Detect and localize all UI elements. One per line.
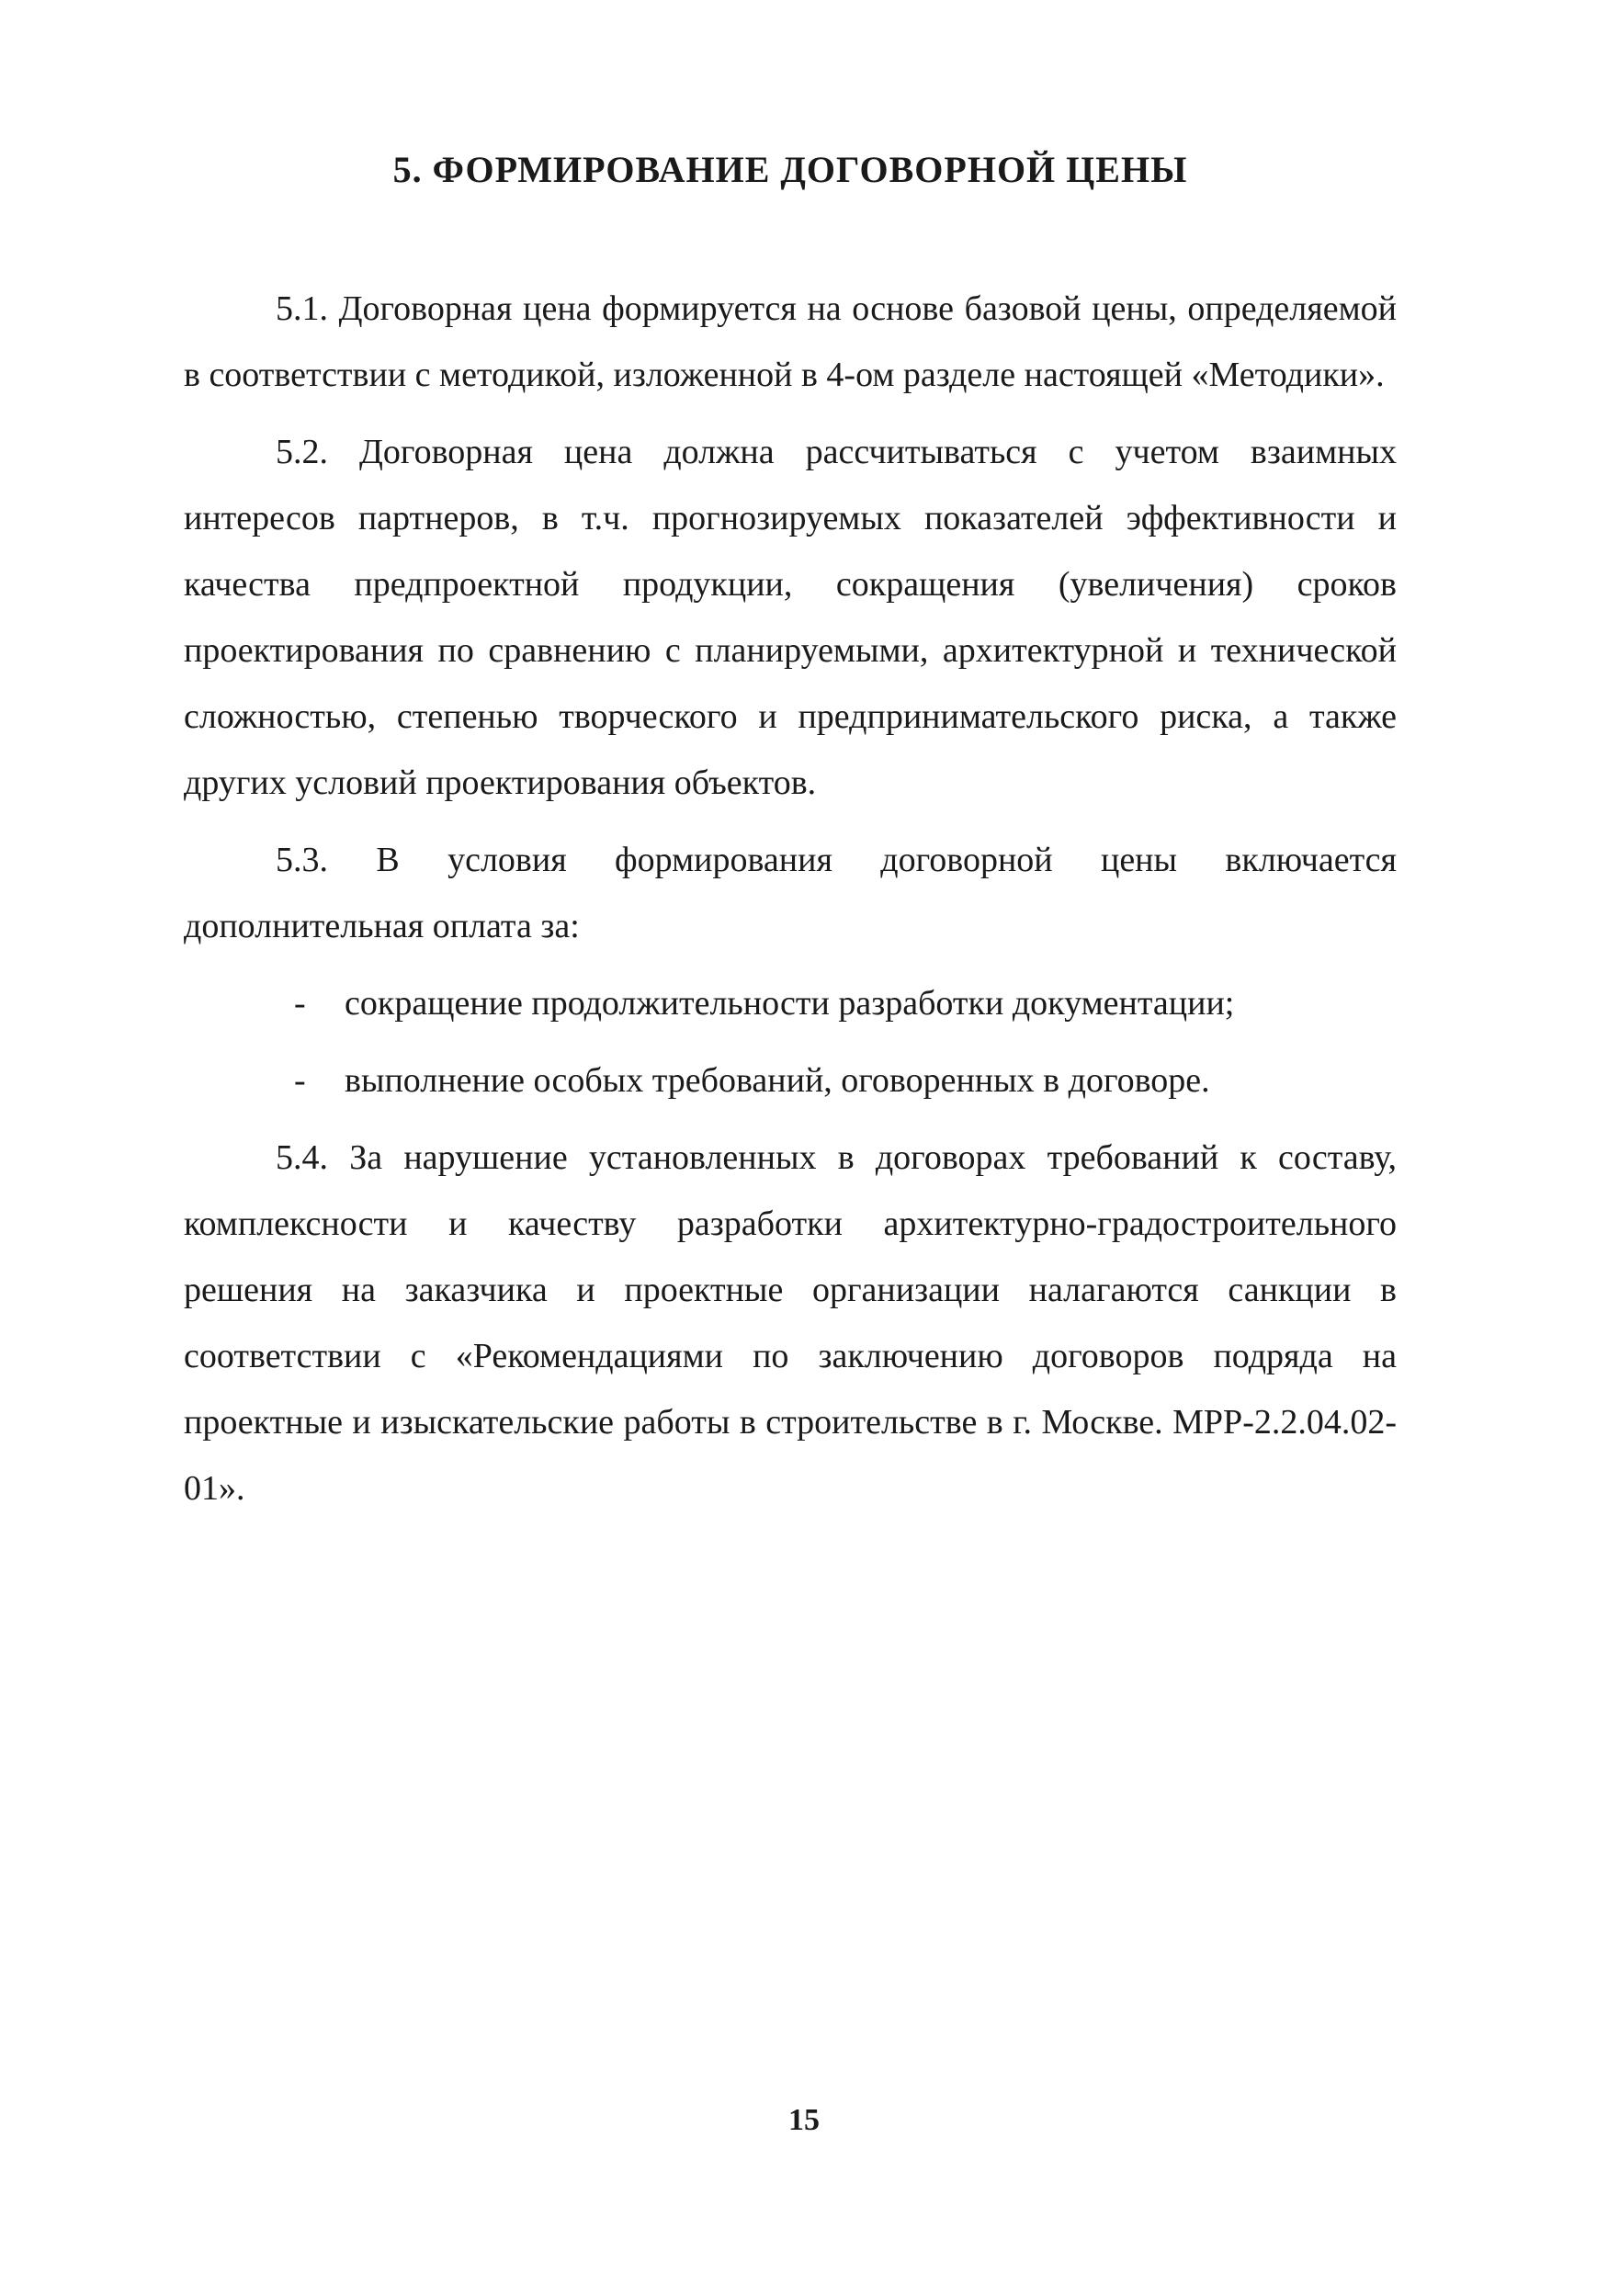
list-item [184, 1047, 1397, 1114]
paragraph-gap [184, 816, 1397, 827]
paragraph-gap [184, 959, 1397, 970]
paragraph-gap [184, 1036, 1397, 1047]
list-item [184, 970, 1397, 1036]
list-item-text: сокращение продолжительности разработки документации; [345, 984, 1235, 1023]
list-item-text: выполнение особых требований, оговоренных в договоре. [345, 1061, 1210, 1100]
section-body [184, 276, 1397, 1521]
paragraph-5-2: 5.2. Договорная цена должна рассчитываться с учетом взаимных интересов партнеров, в т.ч. прогнозируемых показателей эффективности и качества предпроектной продукции, сокращения (увеличения) сроков проектирования по сравнению с планируемыми, архитектурной и технической сложностью, степенью творческого и предпринимательского риска, а также других условий проектирования объектов. [184, 433, 1397, 802]
paragraph-gap [184, 408, 1397, 419]
paragraph-5-1: 5.1. Договорная цена формируется на основе базовой цены, определяемой в соответствии с методикой, изложенной в 4-ом разделе настоящей «Методики». [184, 289, 1397, 394]
section-heading: 5. ФОРМИРОВАНИЕ ДОГОВОРНОЙ ЦЕНЫ [392, 149, 1188, 190]
list-bullet: - [294, 1061, 306, 1100]
paragraph-5-3: 5.3. В условия формирования договорной цены включается дополнительная оплата за: [184, 841, 1397, 945]
list-bullet: - [294, 984, 306, 1023]
page-number: 15 [788, 2103, 820, 2137]
paragraph-5-4: 5.4. За нарушение установленных в договорах требований к составу, комплексности и качеству разработки архитектурно-градостроительного решения на заказчика и проектные организации налагаются санкции в соответствии с «Рекомендациями по заключению договоров подряда на проектные и изыскательские работы в строительстве в г. Москве. МРР-2.2.04.02-01». [184, 1138, 1397, 1508]
paragraph-gap [184, 1114, 1397, 1125]
